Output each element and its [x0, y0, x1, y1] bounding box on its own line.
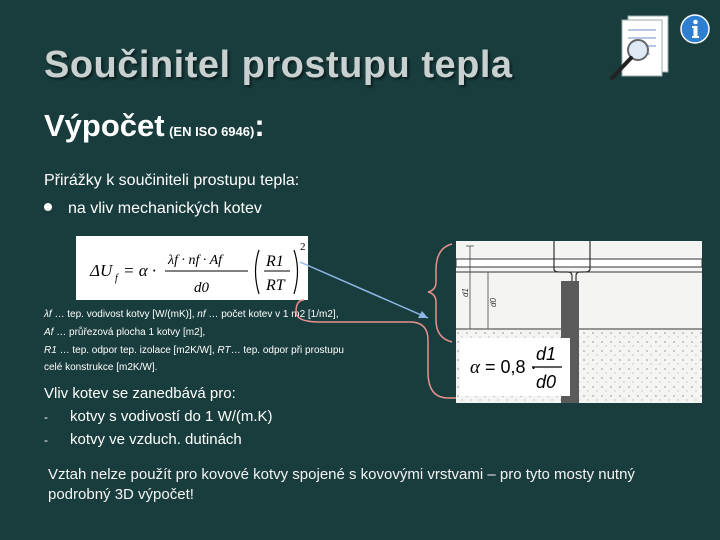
neglect-item-text: kotvy ve vzduch. dutinách	[70, 431, 242, 448]
formula-numerator: λf · nf · Af	[168, 253, 223, 268]
cladding-layer	[456, 259, 702, 267]
formula-exponent: 2	[300, 241, 306, 253]
legend-sym-r1: R1	[44, 345, 57, 356]
neglect-item-text: kotvy s vodivostí do 1 W/(m.K)	[70, 408, 273, 425]
dash-icon: -	[44, 433, 48, 447]
pointer-line	[300, 262, 428, 318]
formula-lhs-sub: f	[115, 273, 118, 284]
alpha-num: d1	[536, 344, 557, 364]
alpha-formula	[460, 338, 570, 396]
legend-text: … průřezová plocha 1 kotvy [m2],	[53, 327, 206, 338]
bullet-text: na vliv mechanických kotev	[68, 200, 262, 217]
subtitle-colon: :	[254, 108, 265, 143]
pink-bracket-top	[428, 244, 452, 342]
legend-line-4: celé konstrukce [m2K/W].	[44, 362, 158, 373]
warning-note: Vztah nelze použít pro kovové kotvy spojené s kovovými vrstvami – pro tyto mosty nutný podrobný 3D výpočet!	[48, 466, 635, 503]
formula-denominator: d0	[194, 280, 209, 296]
diagram-label-d0: d0	[489, 298, 498, 307]
diagram-label-d1: d1	[461, 288, 470, 297]
formula-ratio-num: R1	[266, 253, 284, 270]
legend-sym-lambda: λf	[44, 309, 52, 320]
legend-text: … tep. vodivost kotvy [W/(mK)],	[51, 309, 198, 320]
section-heading: Přirážky k součiniteli prostupu tepla:	[44, 172, 300, 189]
formula-ratio-den: RT	[266, 277, 285, 294]
alpha-den: d0	[536, 372, 557, 392]
subtitle-main: Výpočet	[44, 108, 165, 143]
legend-sym-rt: RT	[217, 345, 231, 356]
legend-sym-a: Af	[44, 327, 54, 338]
legend-text: … tep. odpor při prostupu	[230, 345, 344, 356]
legend-text: … tep. odpor tep. izolace [m2K/W],	[56, 345, 218, 356]
document-search-icon[interactable]	[608, 12, 674, 82]
dash-icon: -	[44, 410, 48, 424]
legend-sym-n: nf	[197, 309, 206, 320]
subtitle-standard: (EN ISO 6946)	[169, 124, 255, 139]
neglect-title: Vliv kotev se zanedbává pro:	[44, 385, 236, 402]
info-icon[interactable]	[680, 14, 710, 44]
page-title: Součinitel prostupu tepla	[44, 44, 513, 86]
formula-eq: = α ·	[123, 261, 157, 280]
formula-lhs: ΔU	[90, 261, 113, 280]
alpha-symbol: α	[470, 357, 480, 378]
legend-text: … počet kotev v 1 m2 [1/m2],	[205, 309, 339, 320]
alpha-eq: = 0,8 ·	[485, 357, 537, 377]
